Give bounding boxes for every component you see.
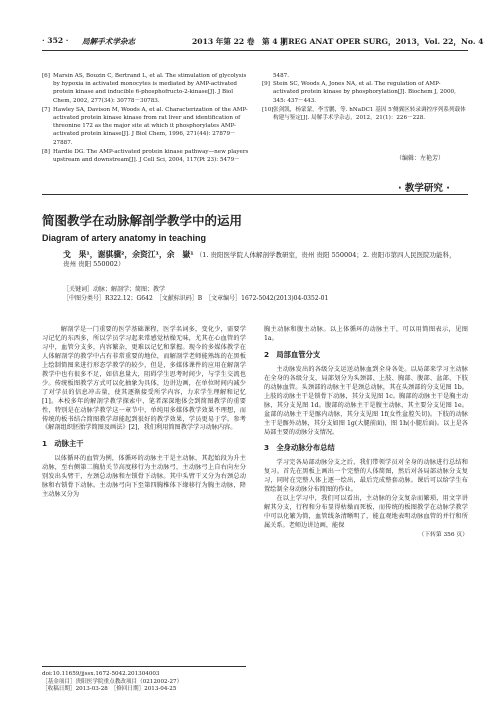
reference-item: [7] Hawley SA, Davison M, Woods A, et al. Characterization of the AMP-activated protein kinase kinase from rat liver and identification of threonine 172 as the major site at which it phosphorylates AMP-activated protein kinase[J]. J Biol Chem, 1996, 271(44): 27879－27887.	[42, 106, 248, 146]
journal-name-en: J REG ANAT OPER SURG，2013，Vol. 22，No. 4	[282, 37, 484, 46]
reference-item: [10] 张剑凯，杨蒙蒙，李雪鹏，等. hNaDC1 基因 5′侧翼区转录调控序列系列载体构建与鉴定[J]. 局解手术学杂志，2012，21(1)：226－228.	[262, 106, 466, 122]
footnote	[42, 671, 246, 694]
editor-credit: （编辑：左艳芳）	[396, 155, 445, 162]
section-3-paragraph-1: 学习完各局部动脉分支之后，我们带领学员对全身的动脉进行总结和复习。首先在黑板上画出一个完整的人体简图，然后对各局部动脉分支复习，同时在完整人体上逐一绘出，最后完成整套动脉。课后可以给学生布置绘制全身动脉分布简图的作业。	[264, 459, 468, 494]
received-dates: ［收稿日期］2013-03-28 ［修回日期］2013-04-25	[42, 686, 177, 693]
journal-name-cn: 局解手术学杂志	[82, 37, 136, 46]
section-2-paragraph: 主动脉发出的各级分支运送动脉血到全身各处。以局部来学习主动脉在全身的各级分支，局部划分为头颈部、上肢、胸部、腹部、盆部、下肢的动脉血管。头颈部的动脉主干是颈总动脉，其在头颈部的分支见图 1b。上肢的动脉主干是锁骨下动脉，其分支见图 1c。胸部的动脉主干是胸主动脉，其分支见图 1d。腹部的动脉主干是腹主动脉，其主要分支见图 1e。盆部的动脉主干是髂内动脉，其分支见图 1f(女性盆腔矢切)。下肢的动脉主干是髂外动脉，其分支如图 1g(大腿前面)，图 1h(小腿后面)。以上是各局部主要的动脉分支情况。	[264, 365, 468, 436]
section-heading-3: 3 全身动脉分布总结	[264, 443, 335, 453]
authors-block	[63, 250, 468, 269]
reference-item: [8] Hardie DG. The AMP-activated protein kinase pathway—new players upstream and downstream[J]. J Cell Sci, 2004, 117(Pt 23): 5479－	[42, 148, 249, 164]
section-heading-2: 2 局部血管分支	[264, 349, 321, 359]
references-left	[42, 72, 252, 164]
body-left-column	[42, 326, 246, 500]
doi: doi:10.11659/jjssx.1672-5042.201304003	[42, 671, 160, 677]
fund-info: ［基金项目］贵阳医学院重点教改项目（0212002-27）	[42, 678, 183, 685]
author-names: 戈 果¹，谢骐骥²，余资江¹，余 嶽¹	[63, 250, 194, 259]
section-heading-1: 1 动脉主干	[42, 439, 84, 449]
page-number: · 352 ·	[42, 36, 69, 45]
continued-note: （下转第 356 页）	[418, 532, 468, 539]
issue-info: 2013 年第 22 卷 第 4 期	[192, 37, 288, 46]
references-right	[262, 72, 466, 122]
reference-item: [6] Marsin AS, Bouzin C, Bertrand L, et al. The stimulation of glycolysis by hypoxia in activated monocytes is mediated by AMP-activated protein kinase and inducible 6-phosphofructo-2-kinase[J]. J Biol Chem, 2002, 277(34): 30778－30783.	[42, 73, 247, 104]
column-rule	[42, 194, 468, 195]
affiliation-line-2: 贵州 贵阳 550002）	[63, 260, 125, 268]
keywords: ［关键词］动脉；解剖学；简图；教学	[63, 286, 166, 293]
keywords-block	[63, 286, 468, 303]
classification-numbers: ［中图分类号］R322.12；G642 ［文献标识码］B ［文章编号］1672-5042(2013)04-0352-01	[63, 294, 329, 302]
section-3-paragraph-2: 在以上学习中，我们可以看出，主动脉的分支复杂而繁琐，用文字讲解其分支，行程和分布显得枯燥而死板，而传统的板图教学在动脉学教学中可以化繁为简，血管线条清晰明了，能直观地表明动脉血管的并行和所属关系。老师边讲边画，能保	[264, 495, 468, 530]
article-title-cn: 简图教学在动脉解剖学教学中的运用	[42, 213, 243, 228]
continued-paragraph: 胸主动脉和腹主动脉。以上体循环的动脉主干，可以用简图表示，见图 1a。	[264, 326, 468, 342]
footnote-rule	[42, 666, 246, 667]
article-title-en: Diagram of artery anatomy in teaching	[42, 233, 207, 243]
section-1-paragraph: 以体循环的血管为例，体循环的动脉主干是主动脉，其起始段为升主动脉，至右侧第二胸肋关节高度移行为主动脉弓，主动脉弓上自右向左分别发出头臂干，左颈总动脉和左锁骨下动脉。其中头臂干又分为右颈总动脉和右锁骨下动脉。主动脉弓向下至第四胸椎体下缘移行为胸主动脉，降主动脉又分为	[42, 455, 246, 499]
affiliation-line-1: （1. 贵阳医学院人体解剖学教研室，贵州 贵阳 550004；2. 贵阳市第四人民医院功能科，	[195, 251, 456, 259]
reference-continuation: 5487.	[273, 73, 290, 79]
reference-item: [9] Stein SC, Woods A, Jones NA, et al. The regulation of AMP-activated protein kinase by phosphorylation[J]. Biochem J, 2000, 345: 437－443.	[262, 81, 456, 104]
body-right-column	[264, 326, 468, 540]
intro-paragraph: 解剖学是一门重要的医学基础课程，医学名词多，变化少，需要学习记忆的东西多，所以学员学习起来常感觉枯燥无味，尤其在心血管的学习中，血管分支多，内容繁杂，更难以记忆和掌握。现今的多媒体教学在人体解剖学的教学中占有非常重要的地位，而解剖学老师能熟练的在黑板上绘制简图来进行形态学教学的较少，但是，多媒体课件的应用在解剖学教学中也有很多不足，如信息量大，阻碍学生思考时间少，与学生交流也少。传统板图教学方式可以化抽象为具体，边讲边画，在单位时间内减少了对学员的信息冲击量，使其逐渐接受所学内容，力求学生理解和记忆[1]。本校多年的解剖学教学探索中，笔者深深地体会到简图教学的重要性，特别是在动脉学教学这一章节中，单纯用多媒体教学效果不理想，而传统的板书结合简图教学却能起到很好的教学效果，学员更易于学。参考《解剖组织胚胎学简图及画法》[2]，我们利用简图教学学习动脉内容。	[42, 326, 246, 432]
column-heading: · 教学研究 ·	[398, 183, 450, 194]
header-rule	[42, 50, 468, 51]
